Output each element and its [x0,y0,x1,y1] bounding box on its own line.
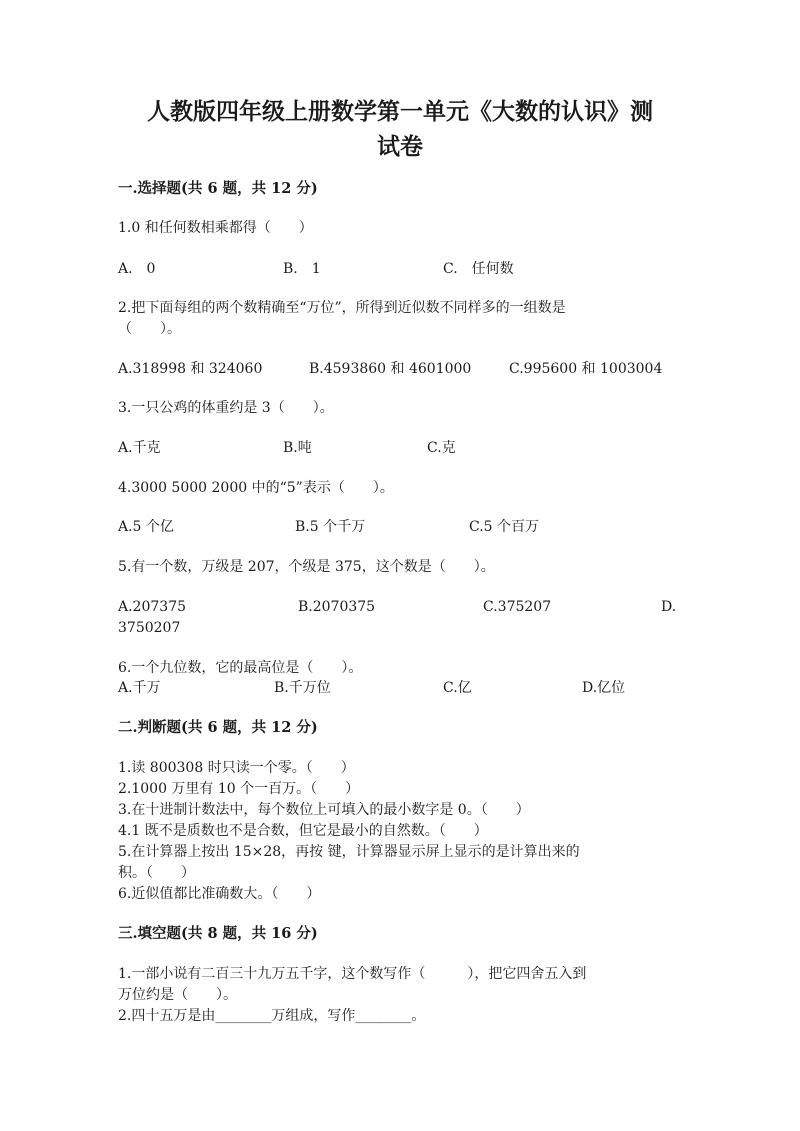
question-4-option-a: A.5 个亿 [118,519,174,535]
judgement-item-5-line-1: 5.在计算器上按出 15×28，再按 键，计算器显示屏上显示的是计算出来的 [118,844,580,860]
question-5-option-b: B.2070375 [298,599,376,615]
question-4-stem: 4.3000 5000 2000 中的“5”表示（ ）。 [118,480,394,496]
question-6-stem: 6.一个九位数，它的最高位是（ ）。 [118,660,363,676]
fill-item-1-line-1: 1.一部小说有二百三十九万五千字，这个数写作（ ），把它四舍五入到 [118,966,587,982]
title-line-2: 试卷 [377,133,423,160]
question-5-stem: 5.有一个数，万级是 207，个级是 375，这个数是（ ）。 [118,559,495,575]
page-title [100,94,700,164]
section-heading-fill-in: 三.填空题(共 8 题，共 16 分) [118,925,318,942]
question-1-option-b: B. 1 [283,261,321,277]
question-2-option-c: C.995600 和 1003004 [509,361,663,377]
question-5-option-d-value: 3750207 [118,620,181,636]
question-6-option-a: A.千万 [118,680,161,696]
fill-item-2: 2.四十五万是由________万组成，写作________。 [118,1008,426,1024]
section-heading-choice: 一.选择题(共 6 题，共 12 分) [118,180,318,197]
title-line-1: 人教版四年级上册数学第一单元《大数的认识》测 [147,98,653,125]
question-2-stem-line-2: （ ）。 [118,321,181,337]
judgement-item-6: 6.近似值都比准确数大。（ ） [118,886,321,902]
question-6-option-b: B.千万位 [274,680,331,696]
question-2-stem-line-1: 2.把下面每组的两个数精确至“万位”，所得到近似数不同样多的一组数是 [118,300,566,316]
question-1-option-a: A. 0 [118,261,156,277]
question-1-stem: 1.0 和任何数相乘都得（ ） [118,220,313,236]
question-1-option-c: C. 任何数 [443,261,514,277]
judgement-item-4: 4.1 既不是质数也不是合数，但它是最小的自然数。（ ） [118,823,488,839]
judgement-item-2: 2.1000 万里有 10 个一百万。（ ） [118,781,360,797]
question-2-option-a: A.318998 和 324060 [118,361,263,377]
question-5-option-d-label: D. [661,599,677,615]
question-6-option-c: C.亿 [443,680,472,696]
question-3-option-b: B.吨 [283,440,312,456]
judgement-item-1: 1.读 800308 时只读一个零。（ ） [118,760,355,776]
question-3-stem: 3.一只公鸡的体重约是 3（ ）。 [118,400,334,416]
question-3-option-c: C.克 [427,440,456,456]
question-4-option-c: C.5 个百万 [469,519,540,535]
question-4-option-b: B.5 个千万 [295,519,366,535]
fill-item-1-line-2: 万位约是（ ）。 [118,987,237,1003]
question-2-option-b: B.4593860 和 4601000 [309,361,472,377]
judgement-item-3: 3.在十进制计数法中，每个数位上可填入的最小数字是 0。（ ） [118,802,530,818]
section-heading-judgement: 二.判断题(共 6 题，共 12 分) [118,719,318,736]
question-5-option-a: A.207375 [118,599,187,615]
question-6-option-d: D.亿位 [582,680,626,696]
question-5-option-c: C.375207 [483,599,552,615]
judgement-item-5-line-2: 积。（ ） [118,865,195,881]
question-3-option-a: A.千克 [118,440,161,456]
